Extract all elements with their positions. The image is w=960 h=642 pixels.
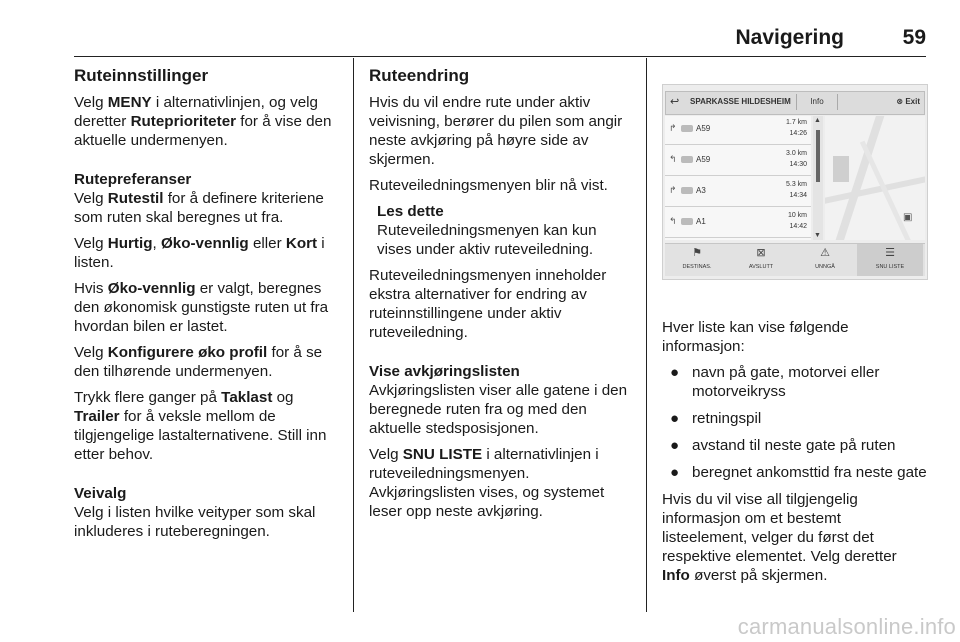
turn-list [665, 116, 811, 240]
turn-right-icon: ↱ [669, 185, 677, 195]
paragraph: Velg MENY i alternativlinjen, og velg deretter Ruteprioriteter for å vise den aktuelle undermenyen. [74, 94, 332, 149]
paragraph: Velg Hurtig, Øko-vennlig eller Kort i listen. [74, 235, 325, 271]
road-icon [681, 156, 693, 163]
paragraph: Velg Konfigurere øko profil for å se den tilhørende undermenyen. [74, 344, 323, 380]
list-item[interactable]: ↱ A59 1.7 km 14:26 [665, 116, 811, 145]
note-text: Ruteveiledningsmenyen kan kun vises under aktiv ruteveiledning. [377, 222, 597, 258]
list-item: ● beregnet ankomsttid fra neste gate [670, 464, 927, 481]
turn-right-icon: ↱ [669, 123, 677, 133]
list-item[interactable]: ↰ A59 3.0 km 14:30 [665, 147, 811, 176]
map-view[interactable] [825, 116, 925, 240]
list-item: ● retningspil [670, 410, 762, 427]
road-avoid-icon: ⚠ [820, 247, 830, 259]
screen-title-bar [665, 91, 925, 115]
stop-guidance-icon: ⊠ [756, 247, 766, 259]
page-number: 59 [902, 26, 926, 49]
avoid-button[interactable]: ⚠ UNNGÅ [793, 244, 857, 276]
road-icon [681, 125, 693, 132]
map-block [833, 156, 849, 182]
list-item: ● navn på gate, motorvei eller motorveikryss [670, 364, 880, 400]
bullet-icon: ● [670, 364, 680, 381]
subheading-rutepreferanser: Rutepreferanser [74, 171, 192, 188]
note-box [369, 202, 635, 259]
bullet-icon: ● [670, 437, 680, 454]
section-heading-ruteendring: Ruteendring [369, 66, 470, 85]
paragraph: Hvis Øko-vennlig er valgt, beregnes den økonomisk gunstigste ruten ut fra hvordan bilen er lastet. [74, 280, 329, 335]
info-list [662, 363, 928, 482]
paragraph: Trykk flere ganger på Taklast og Trailer for å veksle mellom de tilgjengelige lastalternativene. Still inn etter behov. [74, 389, 327, 463]
column-3 [662, 318, 928, 592]
exit-icon: ⊗ [896, 97, 906, 106]
column-divider-2 [646, 58, 647, 612]
subheading-vise-avkjoringslisten: Vise avkjøringslisten [369, 363, 520, 380]
column-divider-1 [353, 58, 354, 612]
list-scrollbar[interactable] [813, 116, 823, 240]
bullet-icon: ● [670, 464, 680, 481]
destination-button[interactable]: ⚑ DESTINAS. [665, 244, 729, 276]
column-1 [74, 66, 342, 548]
scroll-down-icon[interactable]: ▼ [814, 232, 821, 239]
paragraph: Velg SNU LISTE i alternativlinjen i ruteveiledningsmenyen. Avkjøringslisten vises, og systemet leser opp neste avkjøring. [369, 446, 605, 520]
list-item[interactable]: ↰ A1 10 km 14:42 [665, 209, 811, 238]
paragraph: Ruteveiledningsmenyen inneholder ekstra alternativer for endring av ruteinnstillingene under aktiv ruteveiledning. [369, 267, 607, 341]
turn-left-icon: ↰ [669, 154, 677, 164]
exit-button[interactable]: ⊗ Exit [896, 97, 920, 106]
page-title: Navigering [735, 26, 844, 49]
map-pin-icon: ▣ [903, 212, 913, 223]
paragraph: Velg i listen hvilke veityper som skal inkluderes i ruteberegningen. [74, 504, 316, 540]
turn-left-icon: ↰ [669, 216, 677, 226]
scrollbar-thumb[interactable] [816, 130, 820, 182]
list-item: ● avstand til neste gate på ruten [670, 437, 896, 454]
bullet-icon: ● [670, 410, 680, 427]
navigation-screen-illustration [662, 84, 928, 280]
note-title: Les dette [377, 203, 444, 220]
paragraph: Hvis du vil endre rute under aktiv veivisning, berører du pilen som angir neste avkjøring på høyre side av skjermen. [369, 94, 623, 168]
paragraph: Ruteveiledningsmenyen blir nå vist. [369, 177, 608, 194]
list-item[interactable]: ↱ A3 5.3 km 14:34 [665, 178, 811, 207]
page-header [74, 26, 926, 54]
column-2 [369, 66, 635, 528]
paragraph: Velg Rutestil for å definere kriteriene som ruten skal beregnes ut fra. [74, 190, 324, 226]
scroll-up-icon[interactable]: ▲ [814, 117, 821, 124]
road-icon [681, 218, 693, 225]
end-guidance-button[interactable]: ⊠ AVSLUTT [729, 244, 793, 276]
screen-option-bar [665, 243, 925, 276]
header-rule [74, 56, 926, 57]
back-arrow-icon[interactable]: ↩ [670, 96, 680, 108]
turn-list-button[interactable]: ☰ SNU LISTE [857, 244, 923, 276]
road-icon [681, 187, 693, 194]
subheading-veivalg: Veivalg [74, 485, 127, 502]
flag-icon: ⚑ [692, 247, 702, 259]
list-icon: ☰ [885, 247, 895, 259]
section-heading-ruteinnstillinger: Ruteinnstillinger [74, 66, 209, 85]
info-button[interactable]: Info [796, 94, 838, 110]
paragraph: Avkjøringslisten viser alle gatene i den beregnede ruten fra og med den aktuelle stedsposisjonen. [369, 382, 628, 437]
paragraph: Hver liste kan vise følgende informasjon: [662, 319, 849, 355]
destination-label: SPARKASSE HILDESHEIM [690, 97, 791, 106]
watermark: carmanualsonline.info [737, 614, 956, 639]
paragraph: Hvis du vil vise all tilgjengelig informasjon om et bestemt listeelement, velger du først det respektive elementet. Velg deretter Info øverst på skjermen. [662, 491, 897, 584]
